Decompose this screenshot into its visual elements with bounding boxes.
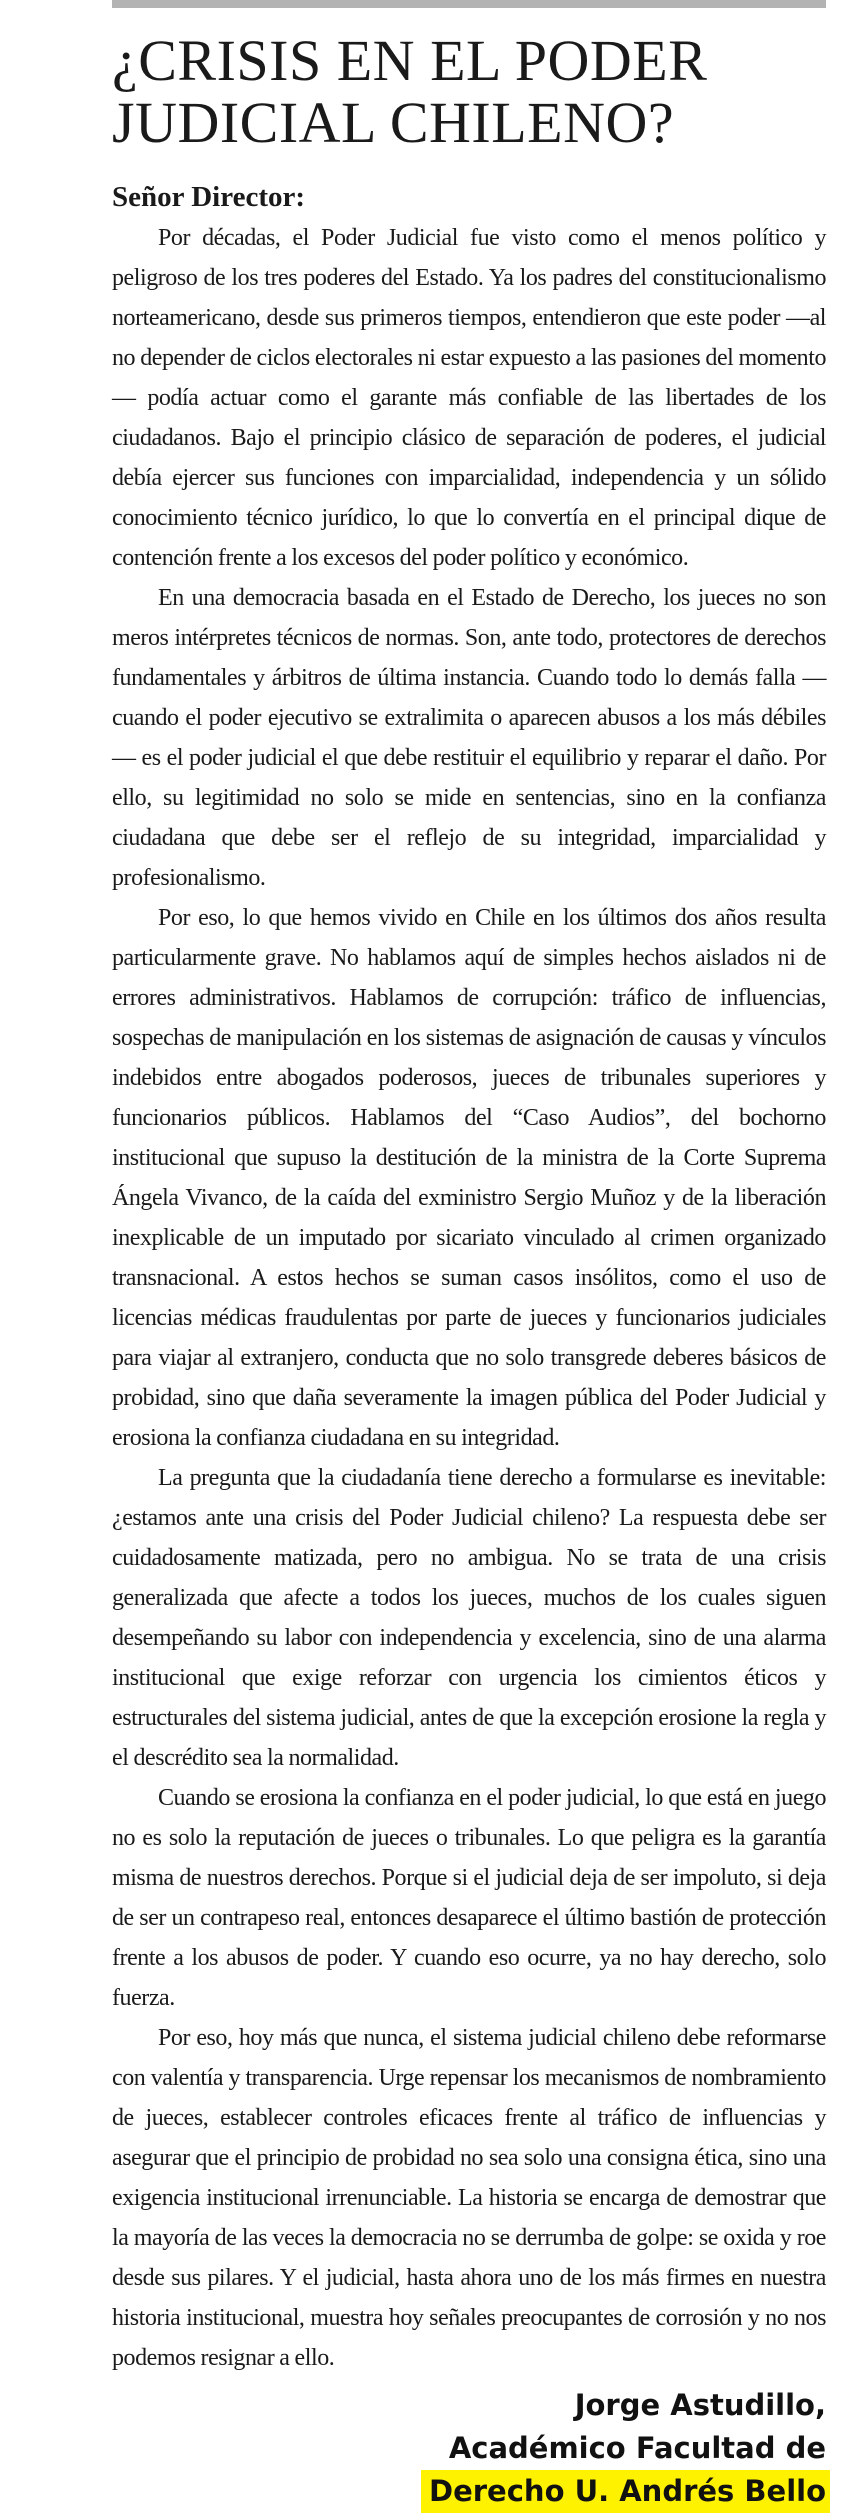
paragraph: Por décadas, el Poder Judicial fue visto como el menos político y peligroso de los tres poderes del Estado. Ya los padres del constitucionalismo norteamericano, desde sus primeros tiempos, entendieron que este poder —al no depender de ciclos electorales ni estar expuesto a las pasiones del momento— podía actuar como el garante más confiable de las libertades de los ciudadanos. Bajo el principio clásico de separación de poderes, el judicial debía ejercer sus funciones con imparcialidad, independencia y un sólido conocimiento técnico jurídico, lo que lo convertía en el principal dique de contención frente a los excesos del poder político y económico. [112, 225, 826, 571]
top-rule [112, 0, 826, 8]
letter-article [112, 30, 826, 2513]
paragraph: Cuando se erosiona la confianza en el poder judicial, lo que está en juego no es solo la reputación de jueces o tribunales. Lo que peligra es la garantía misma de nuestros derechos. Porque si el judicial deja de ser impoluto, si deja de ser un contrapeso real, entonces desaparece el último bastión de protección frente a los abusos de poder. Y cuando eso ocurre, ya no hay derecho, solo fuerza. [112, 1785, 826, 2011]
salutation: Señor Director: [112, 181, 306, 213]
signature [112, 2384, 826, 2513]
signature-institution: Derecho U. Andrés Bello [421, 2470, 830, 2513]
headline: ¿CRISIS EN EL PODER JUDICIAL CHILENO? [112, 28, 708, 155]
paragraph: Por eso, hoy más que nunca, el sistema judicial chileno debe reformarse con valentía y transparencia. Urge repensar los mecanismos de nombramiento de jueces, establecer controles eficaces frente al tráfico de influencias y asegurar que el principio de probidad no sea solo una consigna ética, sino una exigencia institucional irrenunciable. La historia se encarga de demostrar que la mayoría de las veces la democracia no se derrumba de golpe: se oxida y roe desde sus pilares. Y el judicial, hasta ahora uno de los más firmes en nuestra historia institucional, muestra hoy señales preocupantes de corrosión y no nos podemos resignar a ello. [112, 2025, 826, 2371]
signature-role: Académico Facultad de [448, 2431, 826, 2465]
signature-name: Jorge Astudillo, [574, 2388, 826, 2422]
paragraph: Por eso, lo que hemos vivido en Chile en los últimos dos años resulta particularmente grave. No hablamos aquí de simples hechos aislados ni de errores administrativos. Hablamos de corrupción: tráfico de influencias, sospechas de manipulación en los sistemas de asignación de causas y vínculos indebidos entre abogados poderosos, jueces de tribunales superiores y funcionarios públicos. Hablamos del “Caso Audios”, del bochorno institucional que supuso la destitución de la ministra de la Corte Suprema Ángela Vivanco, de la caída del exministro Sergio Muñoz y de la liberación inexplicable de un imputado por sicariato vinculado al crimen organizado transnacional. A estos hechos se suman casos insólitos, como el uso de licencias médicas fraudulentas por parte de jueces y funcionarios judiciales para viajar al extranjero, conducta que no solo transgrede deberes básicos de probidad, sino que daña severamente la imagen pública del Poder Judicial y erosiona la confianza ciudadana en su integridad. [112, 905, 826, 1451]
paragraph: La pregunta que la ciudadanía tiene derecho a formularse es inevitable: ¿estamos ante una crisis del Poder Judicial chileno? La respuesta debe ser cuidadosamente matizada, pero no ambigua. No se trata de una crisis generalizada que afecte a todos los jueces, muchos de los cuales siguen desempeñando su labor con independencia y excelencia, sino de una alarma institucional que exige reforzar con urgencia los cimientos éticos y estructurales del sistema judicial, antes de que la excepción erosione la regla y el descrédito sea la normalidad. [112, 1465, 826, 1771]
paragraph: En una democracia basada en el Estado de Derecho, los jueces no son meros intérpretes técnicos de normas. Son, ante todo, protectores de derechos fundamentales y árbitros de última instancia. Cuando todo lo demás falla —cuando el poder ejecutivo se extralimita o aparecen abusos a los más débiles— es el poder judicial el que debe restituir el equilibrio y reparar el daño. Por ello, su legitimidad no solo se mide en sentencias, sino en la confianza ciudadana que debe ser el reflejo de su integridad, imparcialidad y profesionalismo. [112, 585, 826, 891]
letter-body [112, 218, 826, 2378]
